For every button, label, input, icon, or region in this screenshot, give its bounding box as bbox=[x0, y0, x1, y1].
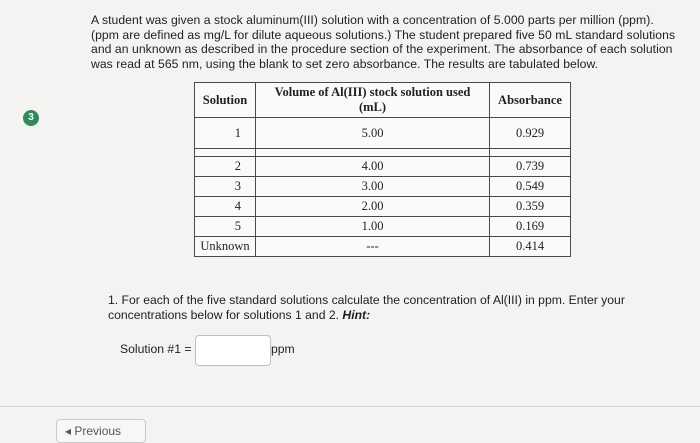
cell-solution: 2 bbox=[195, 157, 256, 177]
table-row bbox=[195, 157, 571, 177]
header-volume bbox=[256, 83, 490, 118]
table-row bbox=[195, 217, 571, 237]
hint-link[interactable]: Hint: bbox=[342, 308, 371, 322]
header-volume-line1: Volume of Al(III) stock solution used bbox=[274, 85, 471, 99]
cell-absorbance: 0.414 bbox=[490, 237, 571, 257]
header-volume-line2: (mL) bbox=[358, 100, 387, 114]
results-table bbox=[194, 82, 571, 257]
cell-solution: Unknown bbox=[195, 237, 256, 257]
cell-absorbance: 0.549 bbox=[490, 177, 571, 197]
cell-absorbance: 0.169 bbox=[490, 217, 571, 237]
cell-volume: 2.00 bbox=[256, 197, 490, 217]
question-body: 1. For each of the five standard solutions calculate the concentration of Al(III) in ppm. Enter your concentrations below for solutions 1 and 2. bbox=[108, 293, 625, 322]
cell-volume: 3.00 bbox=[256, 177, 490, 197]
solution-1-input[interactable] bbox=[195, 335, 271, 366]
cell-solution: 4 bbox=[195, 197, 256, 217]
table-row bbox=[195, 177, 571, 197]
header-solution: Solution bbox=[195, 83, 256, 118]
header-absorbance: Absorbance bbox=[490, 83, 571, 118]
cell-absorbance: 0.739 bbox=[490, 157, 571, 177]
solution-1-unit: ppm bbox=[271, 342, 295, 356]
cell-absorbance: 0.929 bbox=[490, 118, 571, 149]
cell-solution: 5 bbox=[195, 217, 256, 237]
table-spacer-row bbox=[195, 149, 571, 157]
cell-volume: 4.00 bbox=[256, 157, 490, 177]
table-row bbox=[195, 197, 571, 217]
table-row bbox=[195, 118, 571, 149]
divider bbox=[0, 406, 700, 407]
cell-volume: --- bbox=[256, 237, 490, 257]
solution-1-label: Solution #1 = bbox=[120, 342, 192, 356]
previous-button[interactable]: ◂ Previous bbox=[56, 419, 146, 443]
question-number-badge: 3 bbox=[23, 110, 39, 126]
cell-solution: 1 bbox=[195, 118, 256, 149]
question-text bbox=[108, 293, 668, 323]
table-row bbox=[195, 237, 571, 257]
cell-absorbance: 0.359 bbox=[490, 197, 571, 217]
cell-volume: 1.00 bbox=[256, 217, 490, 237]
table-header-row bbox=[195, 83, 571, 118]
cell-solution: 3 bbox=[195, 177, 256, 197]
cell-volume: 5.00 bbox=[256, 118, 490, 149]
problem-intro: A student was given a stock aluminum(III) solution with a concentration of 5.000 parts per million (ppm). (ppm are defined as mg/L for dilute aqueous solutions.) The student prepared five 50 mL standard solutions and an unknown as described in the procedure section of the experiment. The absorbance of each solution was read at 565 nm, using the blank to set zero absorbance. The results are tabulated below. bbox=[91, 13, 676, 71]
